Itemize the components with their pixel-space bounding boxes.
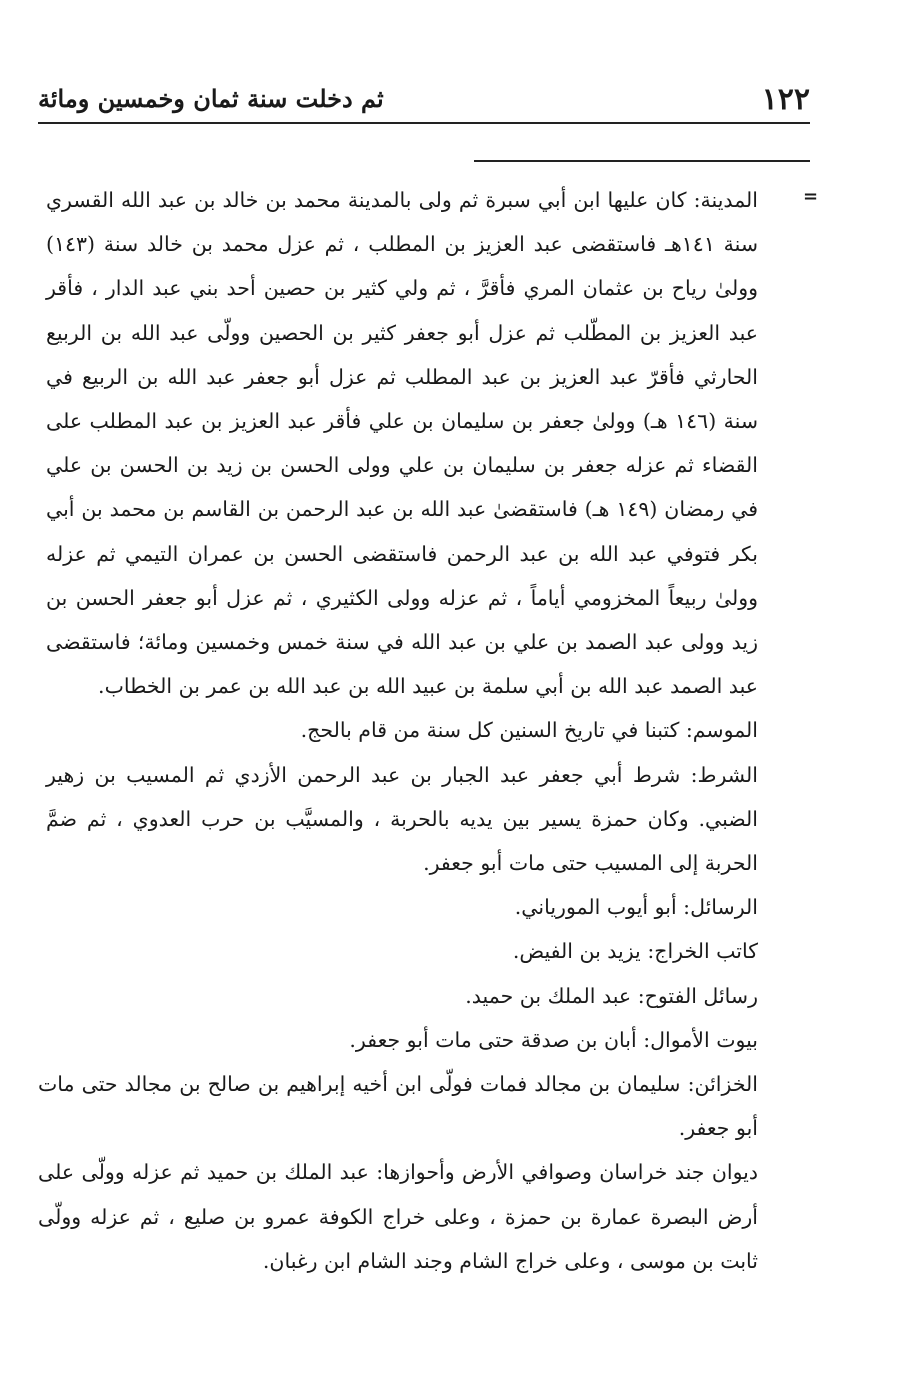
- paragraph-label: بيوت الأموال:: [643, 1027, 758, 1052]
- page-number: ١٢٢: [761, 82, 810, 117]
- paragraph-buyut-amwal: [46, 1018, 758, 1062]
- paragraph-text: سليمان بن مجالد فمات فولّى ابن أخيه إبراهيم بن صالح بن مجالد حتى مات أبو جعفر.: [38, 1072, 758, 1141]
- paragraph-text: شرط أبي جعفر عبد الجبار بن عبد الرحمن الأزدي ثم المسيب بن زهير الضبي. وكان حمزة يسير بين يديه بالحربة ، والمسيَّب بن حرب العدوي ، ثم ضمَّ الحربة إلى المسيب حتى مات أبو جعفر.: [46, 762, 758, 876]
- paragraph-rasail: [46, 885, 758, 929]
- paragraph-label: الشرط:: [690, 762, 758, 787]
- continuation-mark: =: [803, 186, 819, 207]
- paragraph-text: عبد الملك بن حميد.: [465, 983, 632, 1008]
- page-header: [38, 78, 810, 122]
- paragraph-text: عبد الملك بن حميد ثم عزله وولّى على أرض البصرة عمارة بن حمزة ، وعلى خراج الكوفة عمرو بن صليع ، ثم عزله وولّى ثابت بن موسى ، وعلى خراج الشام وجند الشام ابن رغبان.: [38, 1160, 758, 1273]
- body-text: [38, 178, 759, 1283]
- header-rule: [38, 122, 810, 124]
- paragraph-label: الخزائن:: [687, 1072, 758, 1097]
- running-title: ثم دخلت سنة ثمان وخمسين ومائة: [38, 84, 384, 113]
- paragraph-text: كان عليها ابن أبي سبرة ثم ولى بالمدينة محمد بن خالد بن عبد الله القسري سنة ١٤١هـ فاستقضى عبد العزيز بن المطلب ، ثم عزل محمد بن خالد سنة (١٤٣) وولىٰ رياح بن عثمان المري فأقرَّ ، ثم ولي كثير بن حصين أحد بني عبد الدار ، فأقر عبد العزيز بن المطّلب ثم عزل أبو جعفر كثير بن الحصين وولّى عبد الله بن الربيع الحارثي فأقرّ عبد العزيز بن عبد المطلب ثم عزل أبو جعفر عبد الله بن الربيع في سنة (١٤٦ هـ) وولىٰ جعفر بن سليمان بن علي فأقر عبد العزيز بن عبد المطلب على القضاء ثم عزله جعفر بن سليمان بن علي وولى الحسن بن زيد بن الحسن بن علي في رمضان (١٤٩ هـ) فاستقضىٰ عبد الله بن عبد الرحمن بن القاسم بن محمد بن أبي بكر فتوفي عبد الله بن عبد الرحمن فاستقضى الحسن بن عمران التيمي ثم عزله وولىٰ ربيعاً المخزومي أياماً ، ثم عزله وولى الكثيري ، ثم عزل أبو جعفر الحسن بن زيد وولى عبد الصمد بن علي بن عبد الله في سنة خمس وخمسين ومائة؛ فاستقضى عبد الصمد عبد الله بن أبي سلمة بن عبيد الله بن عبد الله بن عمر بن الخطاب.: [46, 188, 759, 699]
- paragraph-label: الرسائل:: [683, 895, 758, 920]
- paragraph-label: المدينة:: [693, 188, 758, 212]
- paragraph-khazain: [38, 1062, 758, 1150]
- paragraph-text: أبو أيوب المورياني.: [514, 895, 677, 920]
- paragraph-text: كتبنا في تاريخ السنين كل سنة من قام بالحج.: [300, 718, 680, 743]
- paragraph-madina: [46, 178, 758, 708]
- paragraph-text: يزيد بن الفيض.: [512, 939, 641, 964]
- paragraph-mawsim: [46, 708, 758, 752]
- paragraph-label: كاتب الخراج:: [647, 939, 758, 964]
- paragraph-diwan-jund: [38, 1150, 758, 1283]
- paragraph-label: رسائل الفتوح:: [637, 983, 758, 1008]
- paragraph-rasail-futuh: [46, 974, 758, 1018]
- paragraph-label: ديوان جند خراسان وصوافي الأرض وأحوازها:: [376, 1160, 758, 1185]
- paragraph-text: أبان بن صدقة حتى مات أبو جعفر.: [349, 1027, 637, 1052]
- section-divider: [474, 160, 810, 162]
- paragraph-katib-kharaj: [46, 929, 758, 973]
- paragraph-shurta: [46, 753, 758, 886]
- paragraph-label: الموسم:: [685, 718, 758, 743]
